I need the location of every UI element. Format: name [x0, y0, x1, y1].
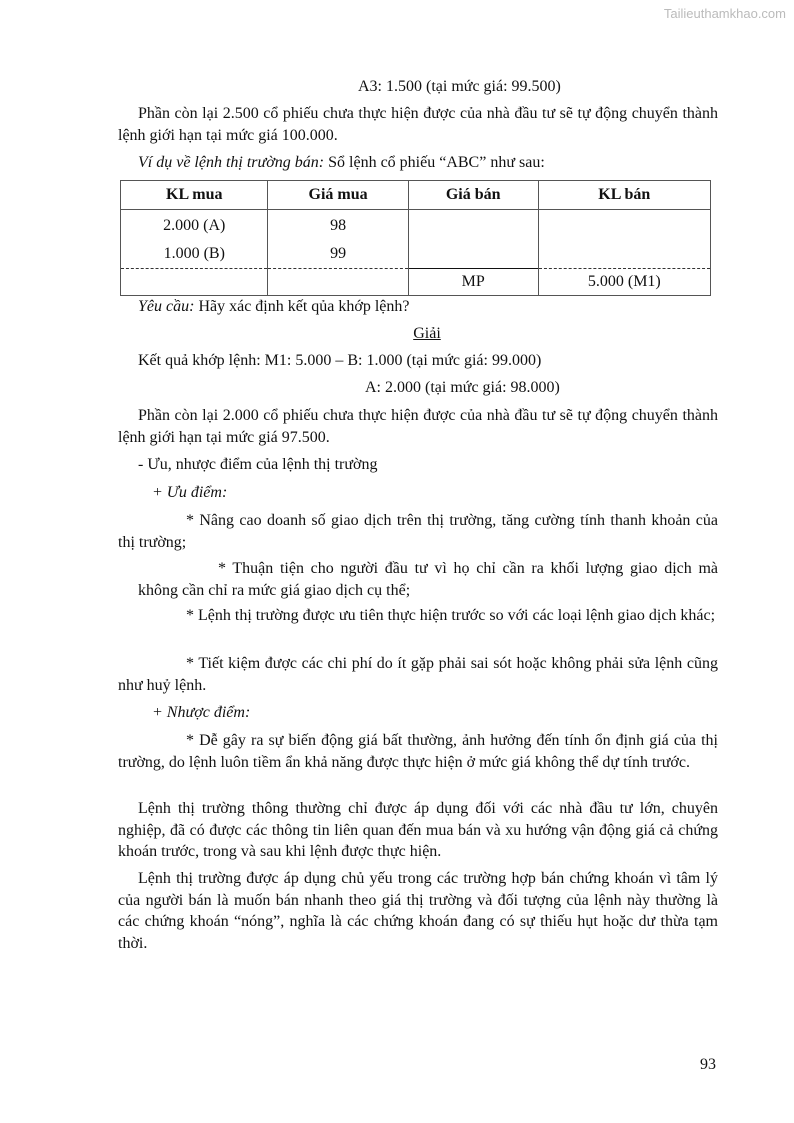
pro-item: * Thuận tiện cho người đầu tư vì họ chỉ cần ra khối lượng giao dịch mà không cần chỉ ra mức giá giao dịch cụ thể; [138, 560, 718, 599]
solution-title [118, 323, 718, 345]
pro-item: * Tiết kiệm được các chi phí do ít gặp phải sai sót hoặc không phải sửa lệnh cũng như huỷ lệnh. [118, 655, 718, 694]
header-gia-mua: Giá mua [268, 181, 408, 210]
paragraph-2: Phần còn lại 2.000 cổ phiếu chưa thực hiện được của nhà đầu tư sẽ tự động chuyển thành lệnh giới hạn tại mức giá 97.500. [118, 407, 718, 446]
paragraph-1: Phần còn lại 2.500 cổ phiếu chưa thực hiện được của nhà đầu tư sẽ tự động chuyển thành lệnh giới hạn tại mức giá 100.000. [118, 105, 718, 144]
header-kl-ban: KL bán [538, 181, 710, 210]
watermark: Tailieuthamkhao.com [663, 6, 786, 21]
cell: 1.000 (B) [121, 240, 268, 269]
order-book-table [120, 180, 711, 296]
cell: MP [408, 269, 538, 296]
paragraph-3: Lệnh thị trường thông thường chỉ được áp dụng đối với các nhà đầu tư lớn, chuyên nghiệp, đã có được các thông tin liên quan đến mua bán và xu hướng vận động giá cả chứng khoán trước, trong và sau khi lệnh được thực hiện. [118, 800, 718, 860]
pro-item: * Lệnh thị trường được ưu tiên thực hiện trước so với các loại lệnh giao dịch khác; [186, 607, 716, 624]
page-number: 93 [700, 1056, 716, 1073]
cell: 99 [268, 240, 408, 269]
solution-title-text: Giải [413, 325, 441, 342]
con-item: * Dễ gây ra sự biến động giá bất thường, ảnh hưởng đến tính ổn định giá của thị trường, do lệnh luôn tiềm ẩn khả năng được thực hiện ở mức giá không thể dự tính trước. [118, 732, 718, 771]
cell [538, 240, 710, 269]
header-gia-ban: Giá bán [408, 181, 538, 210]
table-row [121, 210, 711, 241]
result-line-1: Kết quả khớp lệnh: M1: 5.000 – B: 1.000 (tại mức giá: 99.000) [138, 352, 542, 369]
table-row [121, 240, 711, 269]
result-line-2: A: 2.000 (tại mức giá: 98.000) [365, 379, 560, 396]
table-row [121, 269, 711, 296]
paragraph-4: Lệnh thị trường được áp dụng chủ yếu trong các trường hợp bán chứng khoán vì tâm lý của người bán là muốn bán nhanh theo giá thị trường và đối tượng của lệnh này thường là các chứng khoán “nóng”, nghĩa là các chứng khoán đang có sự thiếu hụt hoặc dư thừa tạm thời. [118, 870, 718, 952]
cell [408, 210, 538, 241]
cell [538, 210, 710, 241]
cell [408, 240, 538, 269]
pro-item: * Nâng cao doanh số giao dịch trên thị trường, tăng cường tính thanh khoản của thị trường; [118, 512, 718, 551]
pros-heading: + Ưu điểm: [152, 484, 228, 501]
cons-heading: + Nhược điểm: [152, 704, 251, 721]
example-text: Sổ lệnh cổ phiếu “ABC” như sau: [324, 154, 545, 171]
cell [121, 269, 268, 296]
header-kl-mua: KL mua [121, 181, 268, 210]
example-line [118, 152, 718, 174]
request-line [118, 296, 718, 318]
request-text: Hãy xác định kết qủa khớp lệnh? [194, 298, 410, 315]
example-label: Ví dụ về lệnh thị trường bán: [138, 154, 325, 171]
cell [268, 269, 408, 296]
cell: 5.000 (M1) [538, 269, 710, 296]
request-label: Yêu cầu: [138, 298, 195, 315]
cell: 98 [268, 210, 408, 241]
cell: 2.000 (A) [121, 210, 268, 241]
top-line: A3: 1.500 (tại mức giá: 99.500) [358, 78, 561, 95]
pros-cons-heading: - Ưu, nhược điểm của lệnh thị trường [138, 456, 378, 473]
